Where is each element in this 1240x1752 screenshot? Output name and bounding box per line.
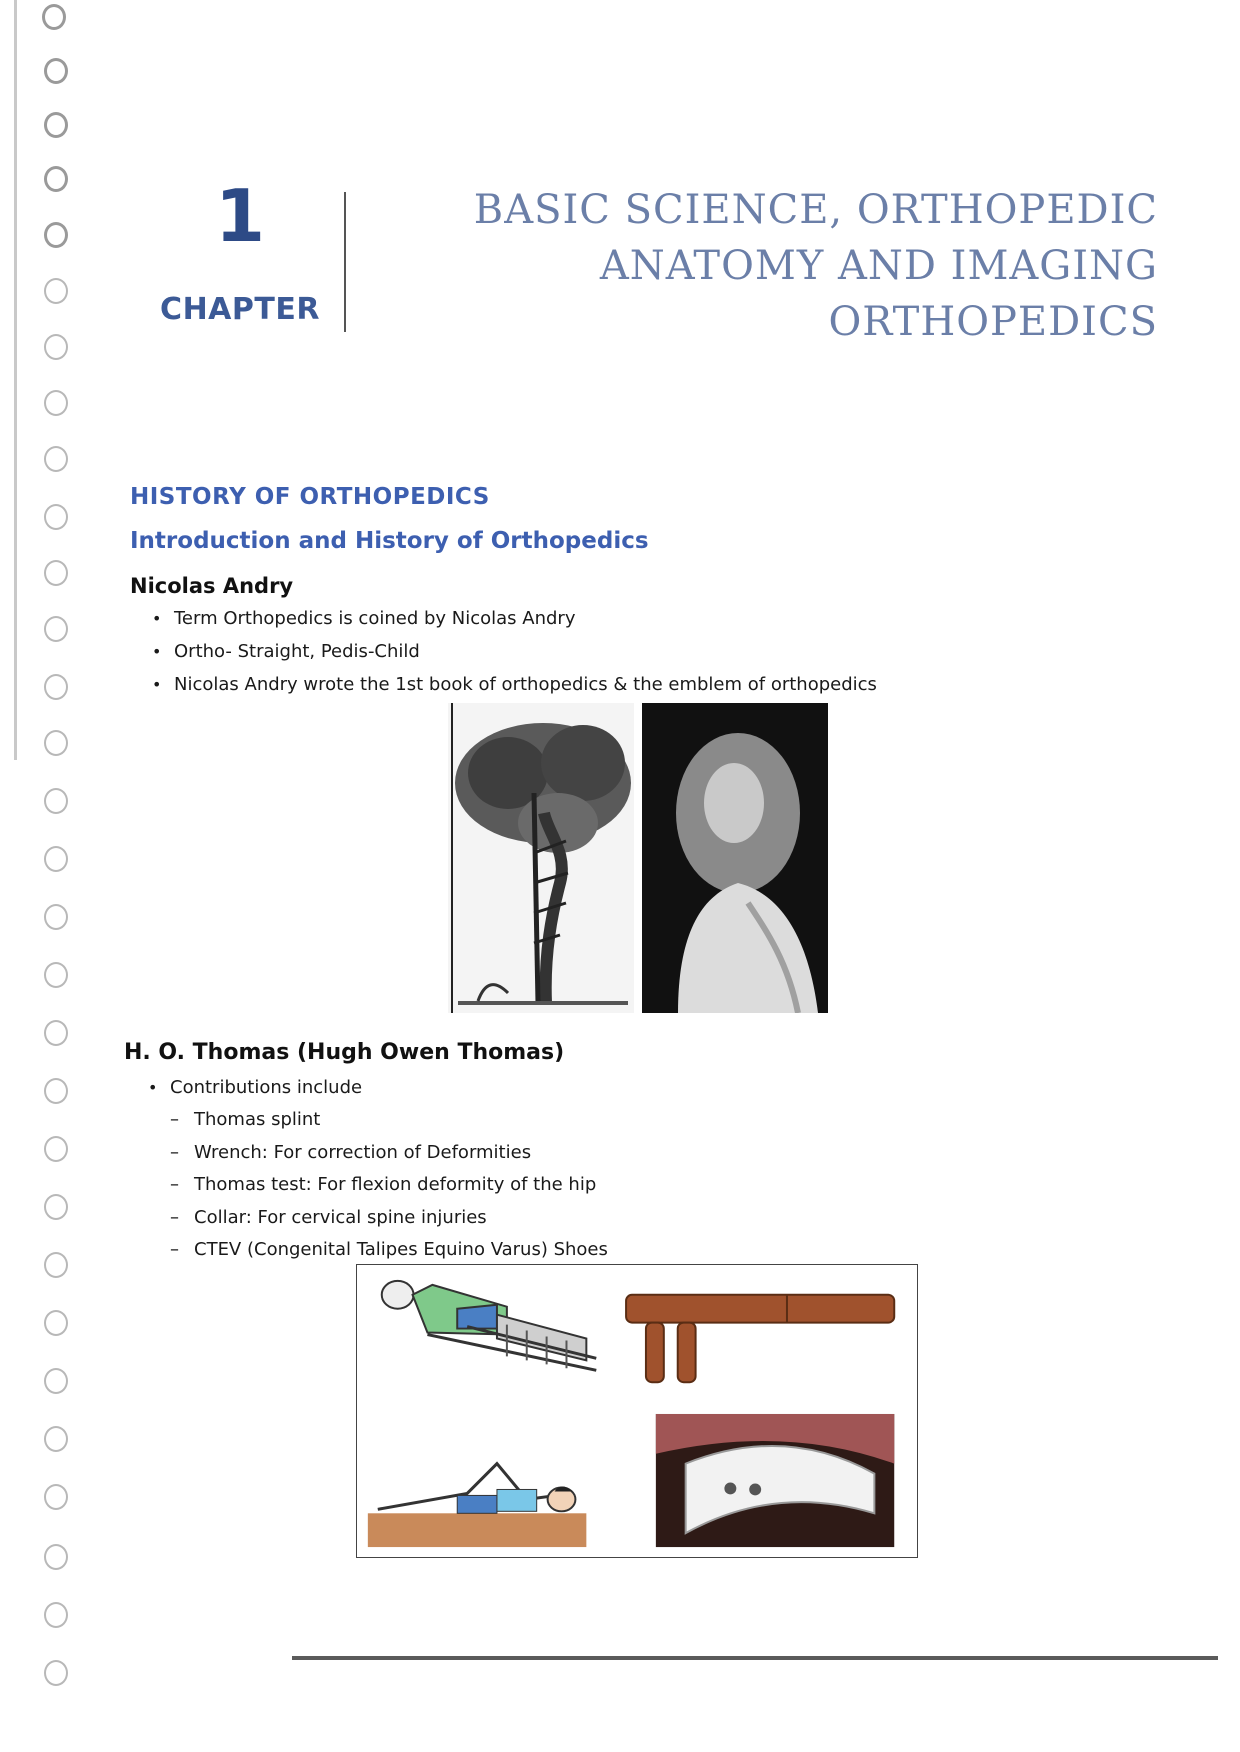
list-item: – Wrench: For correction of Deformities <box>170 1137 608 1170</box>
binder-hole <box>44 560 68 586</box>
andry-figure <box>448 703 828 1013</box>
binder-hole <box>44 1252 68 1278</box>
binder-hole <box>42 4 66 30</box>
binder-hole <box>44 390 68 416</box>
binder-hole <box>44 1194 68 1220</box>
chapter-title-line: ANATOMY AND IMAGING <box>599 243 1158 289</box>
binder-hole <box>44 112 68 138</box>
cervical-collar-illustration <box>656 1414 894 1547</box>
list-item: – Thomas splint <box>170 1104 608 1137</box>
chapter-label: CHAPTER <box>160 292 320 327</box>
binder-hole <box>44 446 68 472</box>
thomas-test-illustration <box>368 1464 587 1547</box>
binder-hole <box>44 1660 68 1686</box>
list-item: • Contributions include <box>148 1071 362 1104</box>
thomas-wrench-illustration <box>626 1295 894 1382</box>
list-item: • Term Orthopedics is coined by Nicolas Andry <box>152 602 877 635</box>
binder-hole <box>44 58 68 84</box>
binder-hole <box>44 904 68 930</box>
orthopedic-emblem-tree-image <box>448 703 634 1013</box>
binder-hole <box>44 1484 68 1510</box>
thomas-bullet-list <box>148 1071 362 1104</box>
subsection-heading: Introduction and History of Orthopedics <box>130 528 649 554</box>
binder-hole <box>44 1544 68 1570</box>
binder-hole <box>44 334 68 360</box>
binder-hole <box>44 166 68 192</box>
binder-hole <box>44 1368 68 1394</box>
binder-hole <box>44 674 68 700</box>
binder-hole <box>44 222 68 248</box>
binder-hole <box>44 846 68 872</box>
binder-hole <box>44 616 68 642</box>
list-item: – Thomas test: For flexion deformity of the hip <box>170 1169 608 1202</box>
binder-hole <box>44 504 68 530</box>
binder-hole <box>44 1078 68 1104</box>
binder-hole <box>44 278 68 304</box>
andry-bullet-list <box>152 602 877 701</box>
chapter-number: 1 <box>214 174 266 258</box>
andry-heading: Nicolas Andry <box>130 574 294 598</box>
binder-hole <box>44 1426 68 1452</box>
list-item: – CTEV (Congenital Talipes Equino Varus) Shoes <box>170 1234 608 1267</box>
chapter-title <box>438 182 1158 350</box>
chapter-divider <box>344 192 346 332</box>
thomas-splint-illustration <box>382 1281 597 1370</box>
binder-hole <box>44 788 68 814</box>
binder-holes <box>34 0 74 1752</box>
footer-rule <box>292 1656 1218 1660</box>
chapter-title-line: ORTHOPEDICS <box>828 299 1158 345</box>
binder-hole <box>44 1136 68 1162</box>
list-item: – Collar: For cervical spine injuries <box>170 1202 608 1235</box>
list-item: • Nicolas Andry wrote the 1st book of orthopedics & the emblem of orthopedics <box>152 668 877 701</box>
thomas-contributions-list <box>170 1104 608 1267</box>
list-item: • Ortho- Straight, Pedis-Child <box>152 635 877 668</box>
thomas-figure <box>356 1264 918 1558</box>
thomas-heading: H. O. Thomas (Hugh Owen Thomas) <box>124 1040 565 1065</box>
chapter-title-line: BASIC SCIENCE, ORTHOPEDIC <box>473 187 1158 233</box>
section-heading: HISTORY OF ORTHOPEDICS <box>130 484 490 510</box>
binder-hole <box>44 730 68 756</box>
binder-hole <box>44 1602 68 1628</box>
binder-hole <box>44 1020 68 1046</box>
binder-hole <box>44 962 68 988</box>
nicolas-andry-portrait-image <box>642 703 828 1013</box>
binder-hole <box>44 1310 68 1336</box>
binder-margin-line <box>14 0 17 760</box>
